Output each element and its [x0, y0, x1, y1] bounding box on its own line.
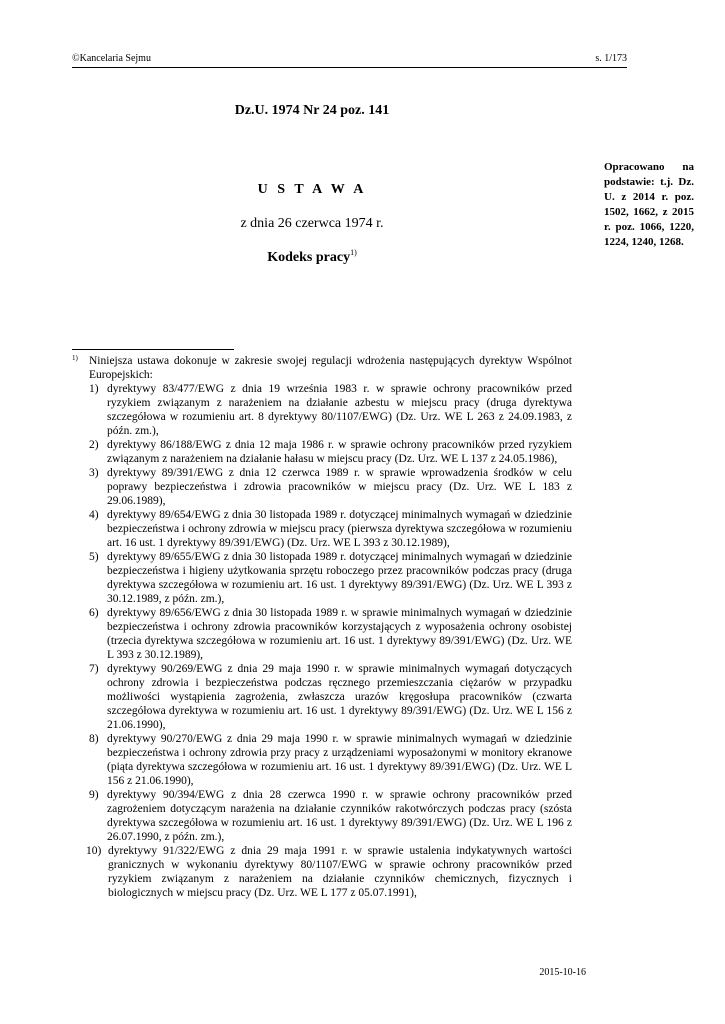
list-item-number: 2)	[89, 439, 99, 451]
list-item	[72, 438, 572, 466]
list-item-text: dyrektywy 89/655/EWG z dnia 30 listopada 1989 r. dotyczącej minimalnych wymagań w dziedzinie bezpieczeństwa i higieny użytkowania sprzętu roboczego przez pracowników podczas pracy (druga dyrektywa szczegółowa w rozumieniu art. 16 ust. 1 dyrektywy 89/391/EWG) (Dz. Urz. WE L 393 z 30.12.1989, z późn. zm.),	[107, 551, 572, 605]
footnote-separator	[72, 349, 234, 350]
list-item	[72, 662, 572, 732]
list-item-text: dyrektywy 86/188/EWG z dnia 12 maja 1986 r. w sprawie ochrony pracowników przed ryzykiem związanym z narażeniem na działanie hałasu w miejscu pracy (Dz. Urz. WE L 137 z 24.05.1986),	[107, 439, 572, 465]
list-item-text: dyrektywy 89/654/EWG z dnia 30 listopada 1989 r. dotyczącej minimalnych wymagań w dziedzinie bezpieczeństwa i ochrony zdrowia w miejscu pracy (pierwsza dyrektywa szczegółowa w rozumieniu art. 16 ust. 1 dyrektywy 89/391/EWG) (Dz. Urz. WE L 393 z 30.12.1989),	[107, 509, 572, 549]
footer-date: 2015-10-16	[539, 967, 586, 978]
list-item-number: 8)	[89, 733, 99, 745]
footnote-mark: 1)	[72, 354, 78, 362]
list-item-text: dyrektywy 89/391/EWG z dnia 12 czerwca 1989 r. w sprawie wprowadzenia środków w celu poprawy bezpieczeństwa i zdrowia pracowników w miejscu pracy (Dz. Urz. WE L 183 z 29.06.1989),	[107, 467, 572, 507]
list-item-text: dyrektywy 91/322/EWG z dnia 29 maja 1991 r. w sprawie ustalenia indykatywnych wartości granicznych w wykonaniu dyrektywy 80/1107/EWG w sprawie ochrony pracowników przed ryzykiem związanym z narażeniem na działanie czynników chemicznych, fizycznych i biologicznych w miejscu pracy (Dz. Urz. WE L 177 z 05.07.1991),	[108, 845, 572, 899]
journal-citation: Dz.U. 1974 Nr 24 poz. 141	[234, 103, 390, 118]
act-date: z dnia 26 czerwca 1974 r.	[240, 216, 384, 231]
directive-list	[72, 382, 572, 900]
list-item-number: 4)	[89, 509, 99, 521]
footnote-reference[interactable]: 1)	[350, 248, 357, 257]
list-item-number: 9)	[89, 789, 99, 801]
list-item	[72, 788, 572, 844]
list-item	[72, 466, 572, 508]
list-item-text: dyrektywy 89/656/EWG z dnia 30 listopada 1989 r. w sprawie minimalnych wymagań w dziedzinie bezpieczeństwa i ochrony zdrowia pracowników korzystających z wyposażenia ochrony osobistej (trzecia dyrektywa szczegółowa w rozumieniu art. 16 ust. 1 dyrektywy 89/391/EWG) (Dz. Urz. WE L 393 z 30.12.1989),	[107, 607, 572, 661]
page-header	[72, 52, 627, 68]
footnote	[72, 354, 572, 900]
list-item-text: dyrektywy 83/477/EWG z dnia 19 września 1983 r. w sprawie ochrony pracowników przed ryzykiem związanym z narażeniem na działanie azbestu w miejscu pracy (druga dyrektywa szczegółowa w rozumieniu art. 8 dyrektywy 80/1107/EWG) (Dz. Urz. WE L 263 z 24.09.1983, z późn. zm.),	[107, 383, 572, 437]
list-item-number: 5)	[89, 551, 99, 563]
list-item	[72, 550, 572, 606]
footnote-intro: Niniejsza ustawa dokonuje w zakresie swojej regulacji wdrożenia następujących dyrektyw Wspólnot Europejskich:	[89, 355, 572, 381]
act-title-text: Kodeks pracy	[267, 250, 351, 265]
list-item-text: dyrektywy 90/270/EWG z dnia 29 maja 1990 r. w sprawie minimalnych wymagań w dziedzinie bezpieczeństwa i ochrony zdrowia przy pracy z urządzeniami wyposażonymi w monitory ekranowe (piąta dyrektywa szczegółowa w rozumieniu art. 16 ust. 1 dyrektywy 89/391/EWG) (Dz. Urz. WE L 156 z 21.06.1990),	[107, 733, 572, 787]
list-item-number: 10)	[86, 845, 102, 857]
list-item	[72, 606, 572, 662]
list-item-number: 1)	[89, 383, 99, 395]
act-title	[212, 248, 412, 266]
list-item	[72, 382, 572, 438]
consolidation-note: Opracowano na podstawie: t.j. Dz. U. z 2014 r. poz. 1502, 1662, z 2015 r. poz. 1066, 1220, 1224, 1240, 1268.	[604, 161, 694, 248]
list-item-number: 6)	[89, 607, 99, 619]
list-item	[72, 508, 572, 550]
list-item-number: 3)	[89, 467, 99, 479]
header-copyright: ©Kancelaria Sejmu	[72, 53, 151, 64]
list-item-text: dyrektywy 90/269/EWG z dnia 29 maja 1990 r. w sprawie minimalnych wymagań dotyczących ochrony zdrowia i bezpieczeństwa podczas ręcznego przemieszczania ciężarów w przypadku możliwości wystąpienia zagrożenia, zwłaszcza urazów kręgosłupa pracowników (czwarta szczegółowa dyrektywa w rozumieniu art. 16 ust. 1 dyrektywy 89/391/EWG) (Dz. Urz. WE L 156 z 21.06.1990),	[107, 663, 572, 731]
act-type: U S T A W A	[257, 182, 367, 197]
list-item-text: dyrektywy 90/394/EWG z dnia 28 czerwca 1990 r. w sprawie ochrony pracowników przed zagrożeniem dotyczącym narażenia na działanie czynników rakotwórczych podczas pracy (szósta dyrektywa szczegółowa w rozumieniu art. 16 ust. 1 dyrektywy 89/391/EWG) (Dz. Urz. WE L 196 z 26.07.1990, z późn. zm.),	[107, 789, 572, 843]
list-item-number: 7)	[89, 663, 99, 675]
list-item	[72, 732, 572, 788]
header-page-number: s. 1/173	[595, 53, 627, 64]
list-item	[72, 844, 572, 900]
